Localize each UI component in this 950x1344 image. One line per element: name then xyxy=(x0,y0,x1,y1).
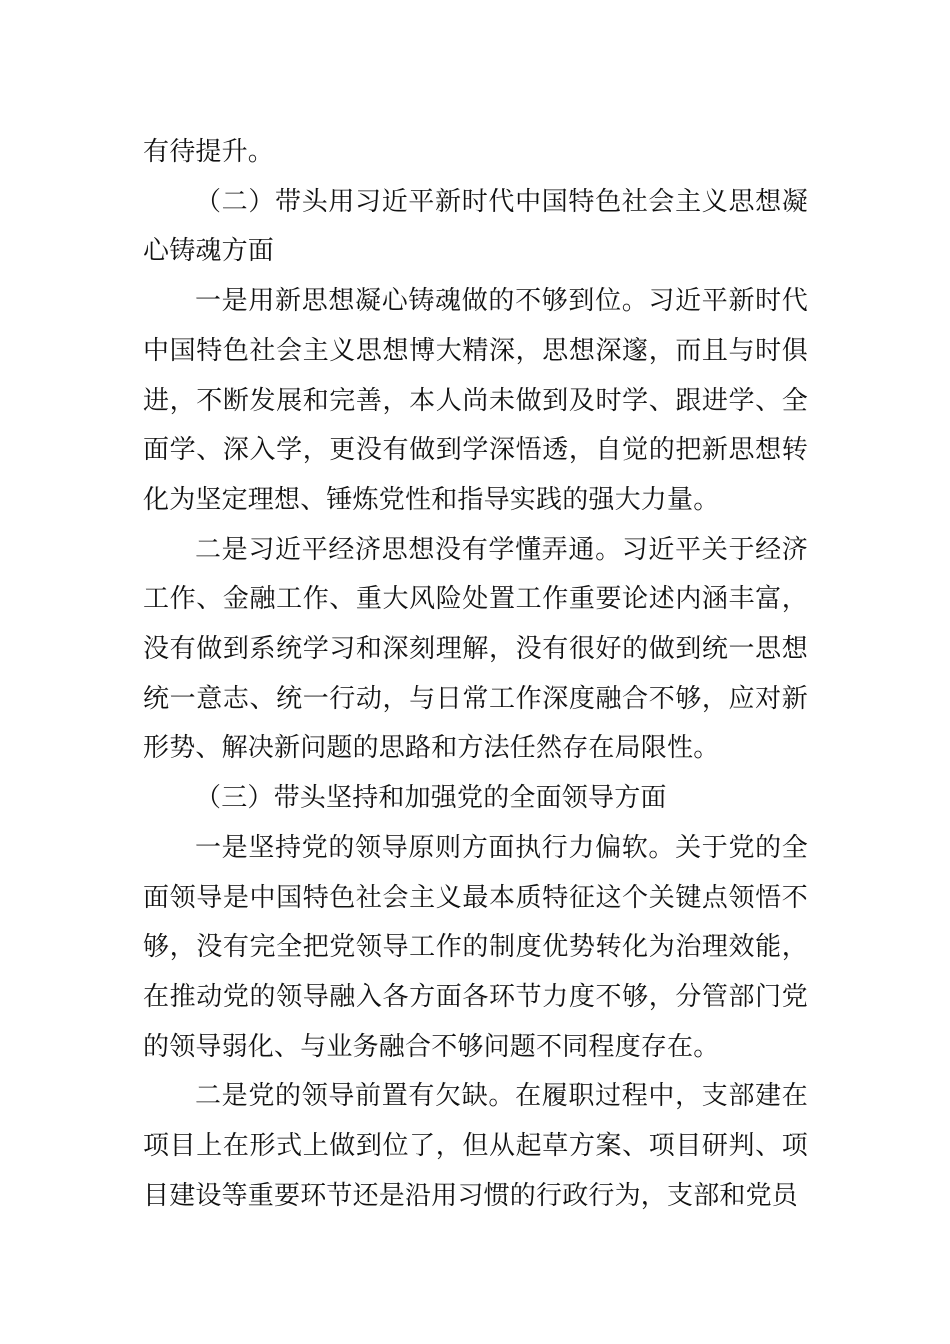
body-paragraph: 二是习近平经济思想没有学懂弄通。习近平关于经济工作、金融工作、重大风险处置工作重要论述内涵丰富，没有做到系统学习和深刻理解，没有很好的做到统一思想统一意志、统一行动，与日常工作深度融合不够，应对新形势、解决新问题的思路和方法任然存在局限性。 xyxy=(143,534,808,764)
section-heading-3: （三）带头坚持和加强党的全面领导方面 xyxy=(195,783,667,814)
section-heading-2: （二）带头用习近平新时代中国特色社会主义思想凝心铸魂方面 xyxy=(143,186,808,267)
body-paragraph: 二是党的领导前置有欠缺。在履职过程中，支部建在项目上在形式上做到位了，但从起草方案、项目研判、项目建设等重要环节还是沿用习惯的行政行为，支部和党员 xyxy=(143,1081,808,1211)
document-body xyxy=(143,128,808,1221)
paragraph-continuation: 有待提升。 xyxy=(143,137,275,167)
body-paragraph: 一是坚持党的领导原则方面执行力偏软。关于党的全面领导是中国特色社会主义最本质特征这个关键点领悟不够，没有完全把党领导工作的制度优势转化为治理效能，在推动党的领导融入各方面各环节力度不够，分管部门党的领导弱化、与业务融合不够问题不同程度存在。 xyxy=(143,832,808,1062)
body-paragraph: 一是用新思想凝心铸魂做的不够到位。习近平新时代中国特色社会主义思想博大精深，思想深邃，而且与时俱进，不断发展和完善，本人尚未做到及时学、跟进学、全面学、深入学，更没有做到学深悟透，自觉的把新思想转化为坚定理想、锤炼党性和指导实践的强大力量。 xyxy=(143,286,808,515)
